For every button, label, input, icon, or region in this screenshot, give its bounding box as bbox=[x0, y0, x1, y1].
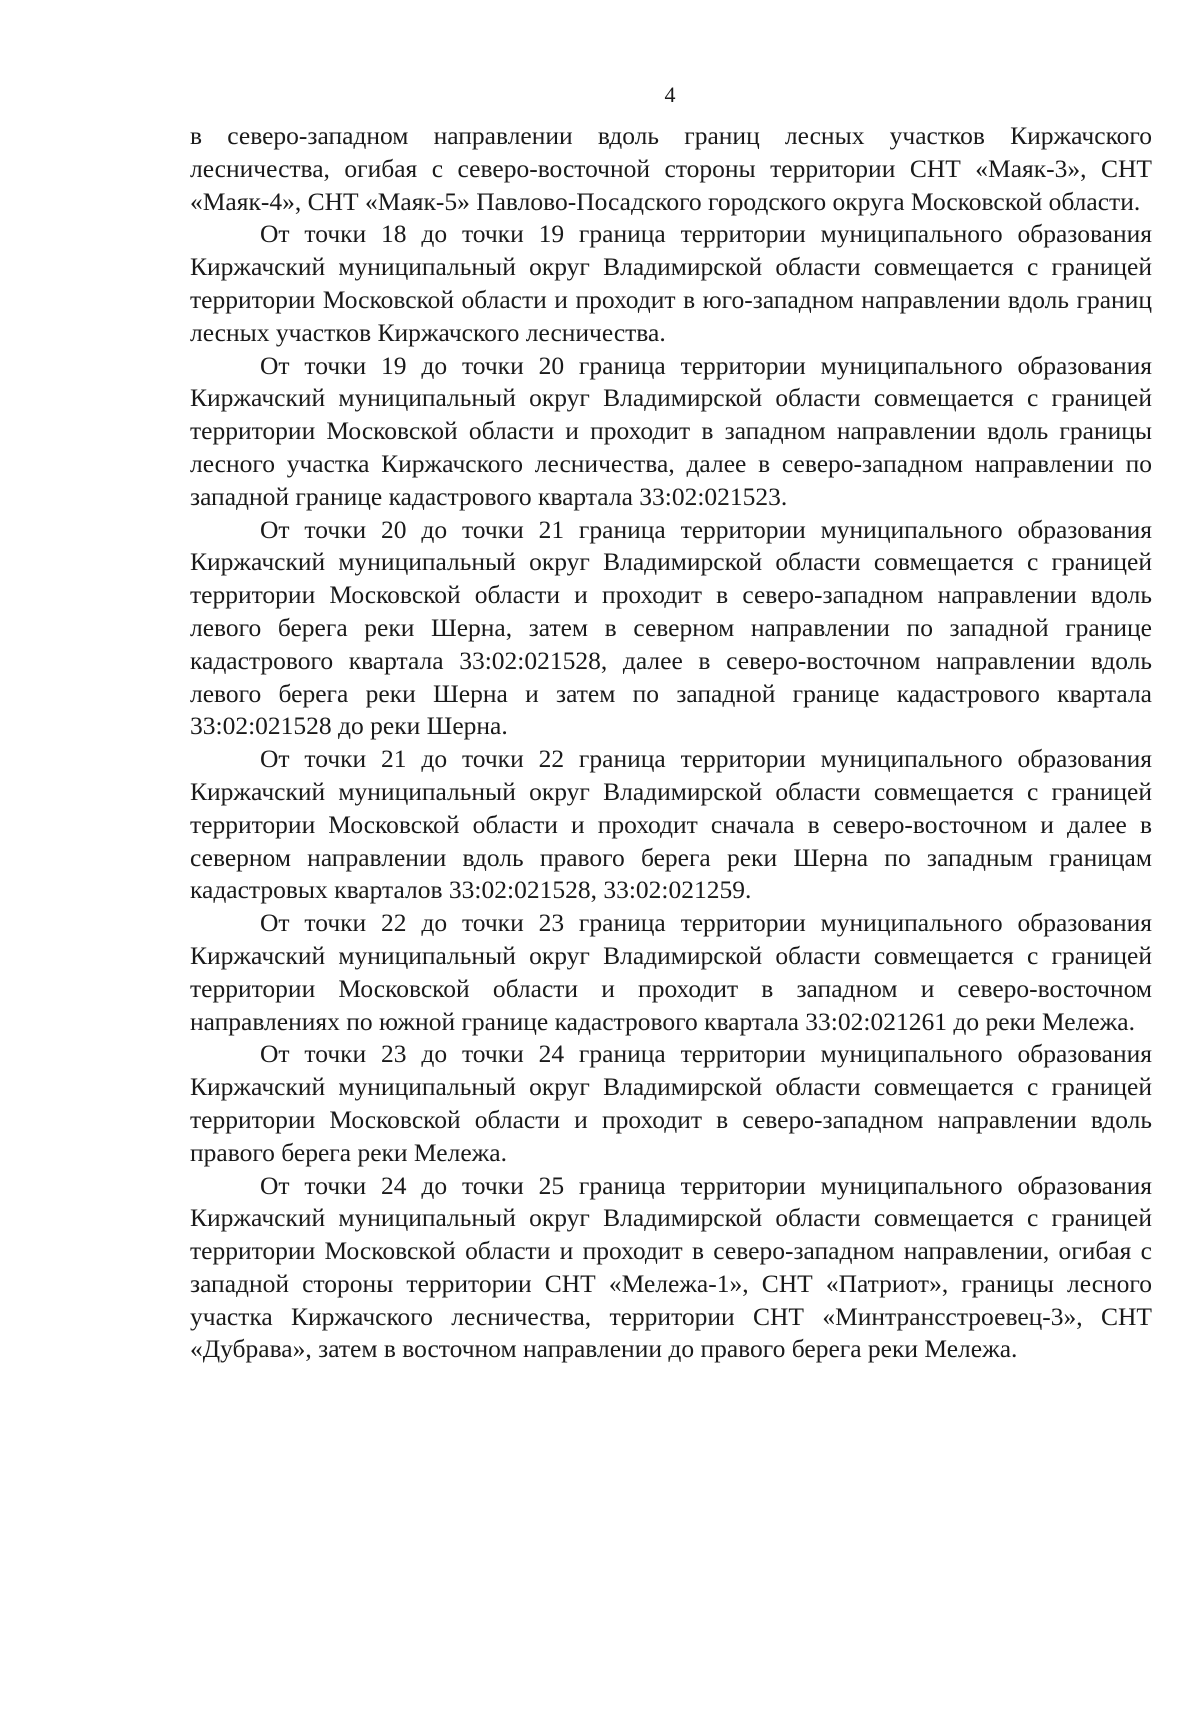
paragraph-point-23-24: От точки 23 до точки 24 граница территории муниципального образования Киржачский муниципальный округ Владимирской области совмещается с границей территории Московской области и проходит в северо-западном направлении вдоль правого берега реки Мележа. bbox=[190, 1039, 1152, 1167]
paragraph-point-24-25: От точки 24 до точки 25 граница территории муниципального образования Киржачский муниципальный округ Владимирской области совмещается с границей территории Московской области и проходит в северо-западном направлении, огибая с западной стороны территории СНТ «Мележа-1», СНТ «Патриот», границы лесного участка Киржачского лесничества, территории СНТ «Минтрансстроевец-3», СНТ «Дубрава», затем в восточном направлении до правого берега реки Мележа. bbox=[190, 1170, 1152, 1364]
paragraph-point-22-23: От точки 22 до точки 23 граница территории муниципального образования Киржачский муниципальный округ Владимирской области совмещается с границей территории Московской области и проходит в западном и северо-восточном направлениях по южной границе кадастрового квартала 33:02:021261 до реки Мележа. bbox=[190, 908, 1152, 1036]
paragraph-point-21-22: От точки 21 до точки 22 граница территории муниципального образования Киржачский муниципальный округ Владимирской области совмещается с границей территории Московской области и проходит сначала в северо-восточном и далее в северном направлении вдоль правого берега реки Шерна по западным границам кадастровых кварталов 33:02:021528, 33:02:021259. bbox=[190, 744, 1152, 905]
paragraph-point-20-21: От точки 20 до точки 21 граница территории муниципального образования Киржачский муниципальный округ Владимирской области совмещается с границей территории Московской области и проходит в северо-западном направлении вдоль левого берега реки Шерна, затем в северном направлении по западной границе кадастрового квартала 33:02:021528, далее в северо-восточном направлении вдоль левого берега реки Шерна и затем по западной границе кадастрового квартала 33:02:021528 до реки Шерна. bbox=[190, 514, 1152, 741]
page-number: 4 bbox=[664, 82, 676, 107]
paragraph-continuation: в северо-западном направлении вдоль границ лесных участков Киржачского лесничества, огибая с северо-восточной стороны территории СНТ «Маяк-3», СНТ «Маяк-4», СНТ «Маяк-5» Павлово-Посадского городского округа Московской области. bbox=[190, 121, 1152, 216]
paragraph-point-18-19: От точки 18 до точки 19 граница территории муниципального образования Киржачский муниципальный округ Владимирской области совмещается с границей территории Московской области и проходит в юго-западном направлении вдоль границ лесных участков Киржачского лесничества. bbox=[190, 219, 1152, 347]
document-body bbox=[190, 120, 1152, 1366]
paragraph-point-19-20: От точки 19 до точки 20 граница территории муниципального образования Киржачский муниципальный округ Владимирской области совмещается с границей территории Московской области и проходит в западном направлении вдоль границы лесного участка Киржачского лесничества, далее в северо-западном направлении по западной границе кадастрового квартала 33:02:021523. bbox=[190, 350, 1152, 511]
